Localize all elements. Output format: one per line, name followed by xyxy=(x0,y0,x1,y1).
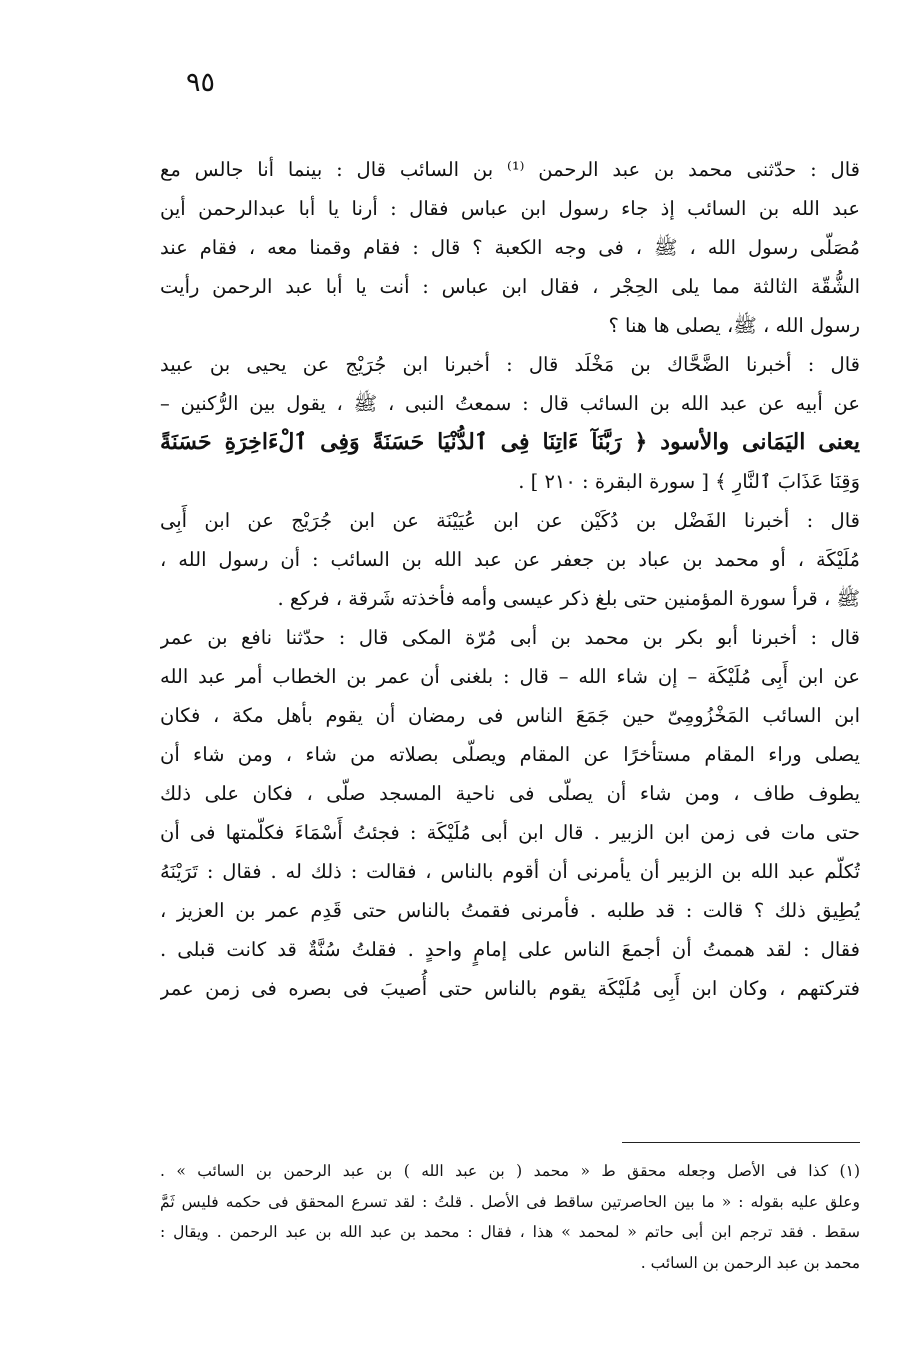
text-line: قال : حدّثنى محمد بن عبد الرحمن ⁽¹⁾ بن السائب قال : بينما أنا جالس مع xyxy=(160,158,860,181)
text-line: عبد الله بن السائب إذ جاء رسول ابن عباس فقال : أرنا يا أبا عبدالرحمن أين xyxy=(160,197,860,220)
text-line: قال : أخبرنا أبو بكر بن محمد بن أبى مُرّة المكى قال : حدّثنا نافع بن عمر xyxy=(160,626,860,649)
paragraph-4 xyxy=(160,618,860,1008)
paragraph-2 xyxy=(160,345,860,501)
text-line: عن أبيه عن عبد الله بن السائب قال : سمعتُ النبى ، ﷺ ، يقول بين الرُّكنين – xyxy=(160,392,860,415)
quran-verse-line: يعنى اليَمَانى والأسود ﴿ رَبَّنَآ ءَاتِنَا فِى ٱلدُّنْيَا حَسَنَةً وَفِى ٱلْءَاخِرَةِ حَسَنَةً xyxy=(160,429,860,455)
page-number: ٩٥ xyxy=(186,67,216,98)
text-line: يطوف طاف ، ومن شاء أن يصلّى فى ناحية المسجد صلّى ، فكان على ذلك xyxy=(160,782,860,805)
footnote-line: محمد بن عبد الرحمن بن السائب . xyxy=(640,1253,860,1272)
text-line: عن ابن أَبِى مُلَيْكَة – إن شاء الله – قال : بلغنى أن عمر بن الخطاب أمر عبد الله xyxy=(160,665,860,688)
main-text xyxy=(160,150,860,1008)
text-line: فتركتهم ، وكان ابن أَبِى مُلَيْكَة يقوم بالناس حتى أُصيبَ فى بصره فى زمن عمر xyxy=(160,977,860,1000)
footnote-line: وعلق عليه بقوله : « ما بين الحاصرتين ساقط فى الأصل . قلتُ : لقد تسرع المحقق فى حكمه فليس ثَمَّ xyxy=(160,1192,860,1211)
text-line: مُلَيْكَة ، أو محمد بن عباد بن جعفر عن عبد الله بن السائب : أن رسول الله ، xyxy=(160,548,860,571)
text-line: ابن السائب المَخْزُومِىّ حين جَمَعَ الناس فى رمضان أن يقوم بأهل مكة ، فكان xyxy=(160,704,860,727)
text-line: يُطِيق ذلك ؟ قالت : قد طلبه . فأمرنى فقمتُ بالناس حتى قَدِم عمر بن العزيز ، xyxy=(160,899,860,922)
footnote-line: (١) كذا فى الأصل وجعله محقق ط « محمد ( بن عبد الله ) بن عبد الرحمن بن السائب » . xyxy=(160,1162,860,1180)
footnote-line: سقط . فقد ترجم ابن أبى حاتم « لمحمد » هذا ، فقال : محمد بن عبد الله بن عبد الرحمن . ويقال : xyxy=(160,1223,860,1241)
text-line: رسول الله ، ﷺ، يصلى ها هنا ؟ xyxy=(608,314,860,337)
text-line: مُصَلّى رسول الله ، ﷺ ، فى وجه الكعبة ؟ قال : فقام وقمنا معه ، فقام عند xyxy=(160,236,860,259)
text-line: يصلى وراء المقام مستأخرًا عن المقام ويصلّى بصلاته من شاء ، ومن شاء أن xyxy=(160,743,860,766)
paragraph-1 xyxy=(160,150,860,345)
text-line: الشُّقّة الثالثة مما يلى الحِجْر ، فقال ابن عباس : أنت يا أبا عبد الرحمن رأيت xyxy=(160,275,860,298)
text-line: ﷺ ، قرأ سورة المؤمنين حتى بلغ ذكر عيسى وأمه فأخذته شَرقة ، فركع . xyxy=(277,587,860,610)
text-line: قال : أخبرنا الفَضْل بن دُكَيْن عن ابن عُيَيْنَة عن ابن جُرَيْج عن ابن أَبِى xyxy=(160,509,860,532)
text-line: فقال : لقد هممتُ أن أجمعَ الناس على إمامٍ واحدٍ . فقلتُ سُنَّةٌ قد كانت قبلى . xyxy=(160,938,860,961)
text-line: حتى مات فى زمن ابن الزبير . قال ابن أبى مُلَيْكَة : فجئتُ أَسْمَاءَ فكلّمتها فى أن xyxy=(160,821,860,844)
paragraph-3 xyxy=(160,501,860,618)
text-line: تُكلّم عبد الله بن الزبير أن يأمرنى أن أقوم بالناس ، فقالت : ذلك له . فقال : تَرَيْنَهُ xyxy=(160,860,860,883)
footnotes xyxy=(160,1156,860,1278)
footnote-divider xyxy=(622,1142,860,1143)
quran-verse-line: وَقِنَا عَذَابَ ٱلنَّارِ ﴾ [ سورة البقرة : ٢١٠ ] . xyxy=(518,470,860,493)
text-line: قال : أخبرنا الضَّحَّاك بن مَخْلَد قال : أخبرنا ابن جُرَيْج عن يحيى بن عبيد xyxy=(160,353,860,376)
